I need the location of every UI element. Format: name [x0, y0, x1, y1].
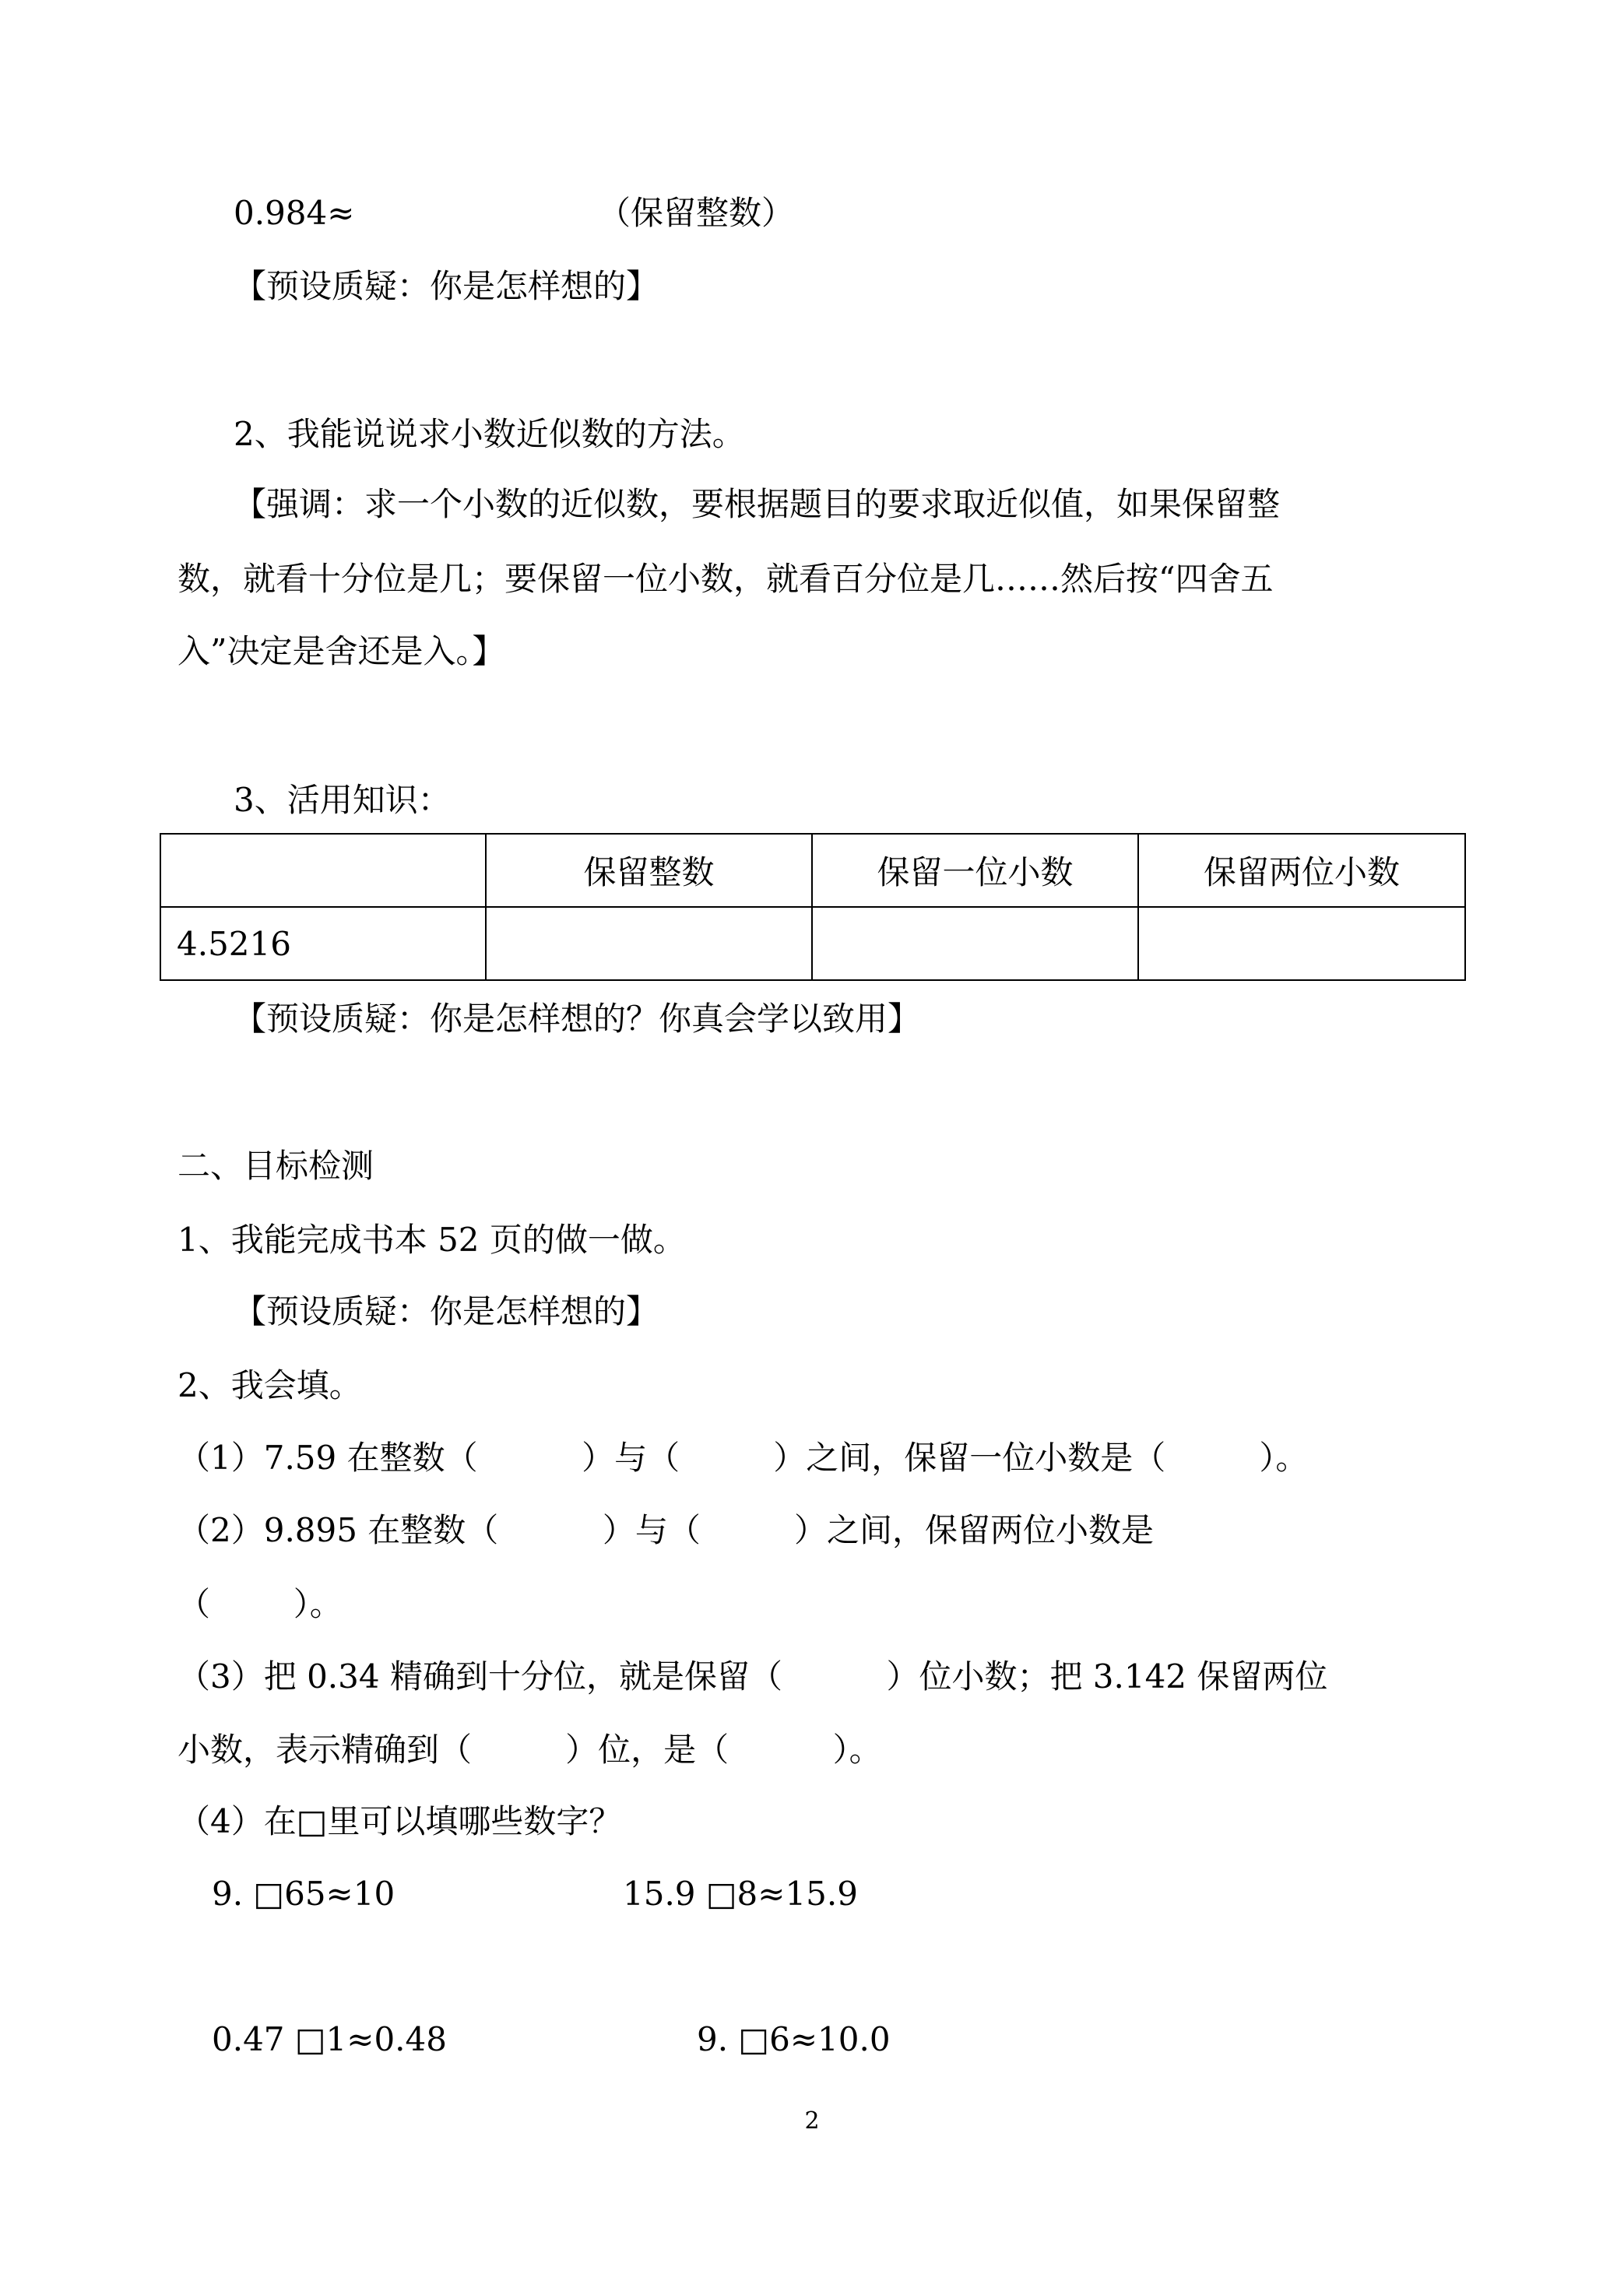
fill-item-3-cont: 小数，表示精确到（ ）位，是（ ）。	[178, 1731, 882, 1769]
table-header-cell: 保留两位小数	[1138, 834, 1465, 907]
table-cell-number: 4.5216	[160, 907, 486, 980]
question-prompt-3: 【预设质疑：你是怎样想的】	[234, 1292, 659, 1330]
section-apply-heading: 3、活用知识：	[234, 781, 451, 819]
table-cell-answer	[1138, 907, 1465, 980]
emphasis-line-1: 【强调：求一个小数的近似数，要根据题目的要求取近似值，如果保留整	[234, 485, 1281, 523]
table-row	[160, 907, 1465, 980]
table-header-cell	[160, 834, 486, 907]
section-target-heading: 二、目标检测	[178, 1147, 374, 1185]
fill-item-1: （1）7.59 在整数（ ）与（ ）之间，保留一位小数是（ ）。	[178, 1439, 1309, 1477]
task-1: 1、我能完成书本 52 页的做一做。	[178, 1221, 686, 1259]
digit-problem-2: 15.9 □8≈15.9	[623, 1875, 858, 1913]
fill-item-3: （3）把 0.34 精确到十分位，就是保留（ ）位小数；把 3.142 保留两位	[178, 1657, 1328, 1696]
rounding-table	[160, 833, 1466, 981]
digit-problem-4: 9. □6≈10.0	[697, 2020, 891, 2058]
table-cell-answer	[812, 907, 1138, 980]
page-number: 2	[804, 2107, 820, 2135]
emphasis-line-3: 入”决定是舍还是入。】	[178, 632, 505, 670]
fill-item-2-cont: （ ）。	[178, 1585, 343, 1623]
table-header-cell: 保留整数	[486, 834, 812, 907]
table-header-cell: 保留一位小数	[812, 834, 1138, 907]
table-header-row	[160, 834, 1465, 907]
approx-problem: 0.984≈	[234, 194, 355, 232]
fill-item-4: （4）在□里可以填哪些数字？	[178, 1802, 622, 1840]
digit-problem-3: 0.47 □1≈0.48	[212, 2020, 447, 2058]
emphasis-line-2: 数，就看十分位是几；要保留一位小数，就看百分位是几……然后按“四舍五	[178, 560, 1274, 598]
section-method-heading: 2、我能说说求小数近似数的方法。	[234, 415, 745, 453]
approx-problem-note: （保留整数）	[598, 194, 795, 232]
question-prompt-2: 【预设质疑：你是怎样想的？你真会学以致用】	[234, 1000, 921, 1038]
fill-item-2: （2）9.895 在整数（ ）与（ ）之间，保留两位小数是	[178, 1511, 1154, 1549]
task-2: 2、我会填。	[178, 1366, 362, 1404]
question-prompt-1: 【预设质疑：你是怎样想的】	[234, 267, 659, 305]
digit-problem-1: 9. □65≈10	[212, 1875, 395, 1913]
table-cell-answer	[486, 907, 812, 980]
